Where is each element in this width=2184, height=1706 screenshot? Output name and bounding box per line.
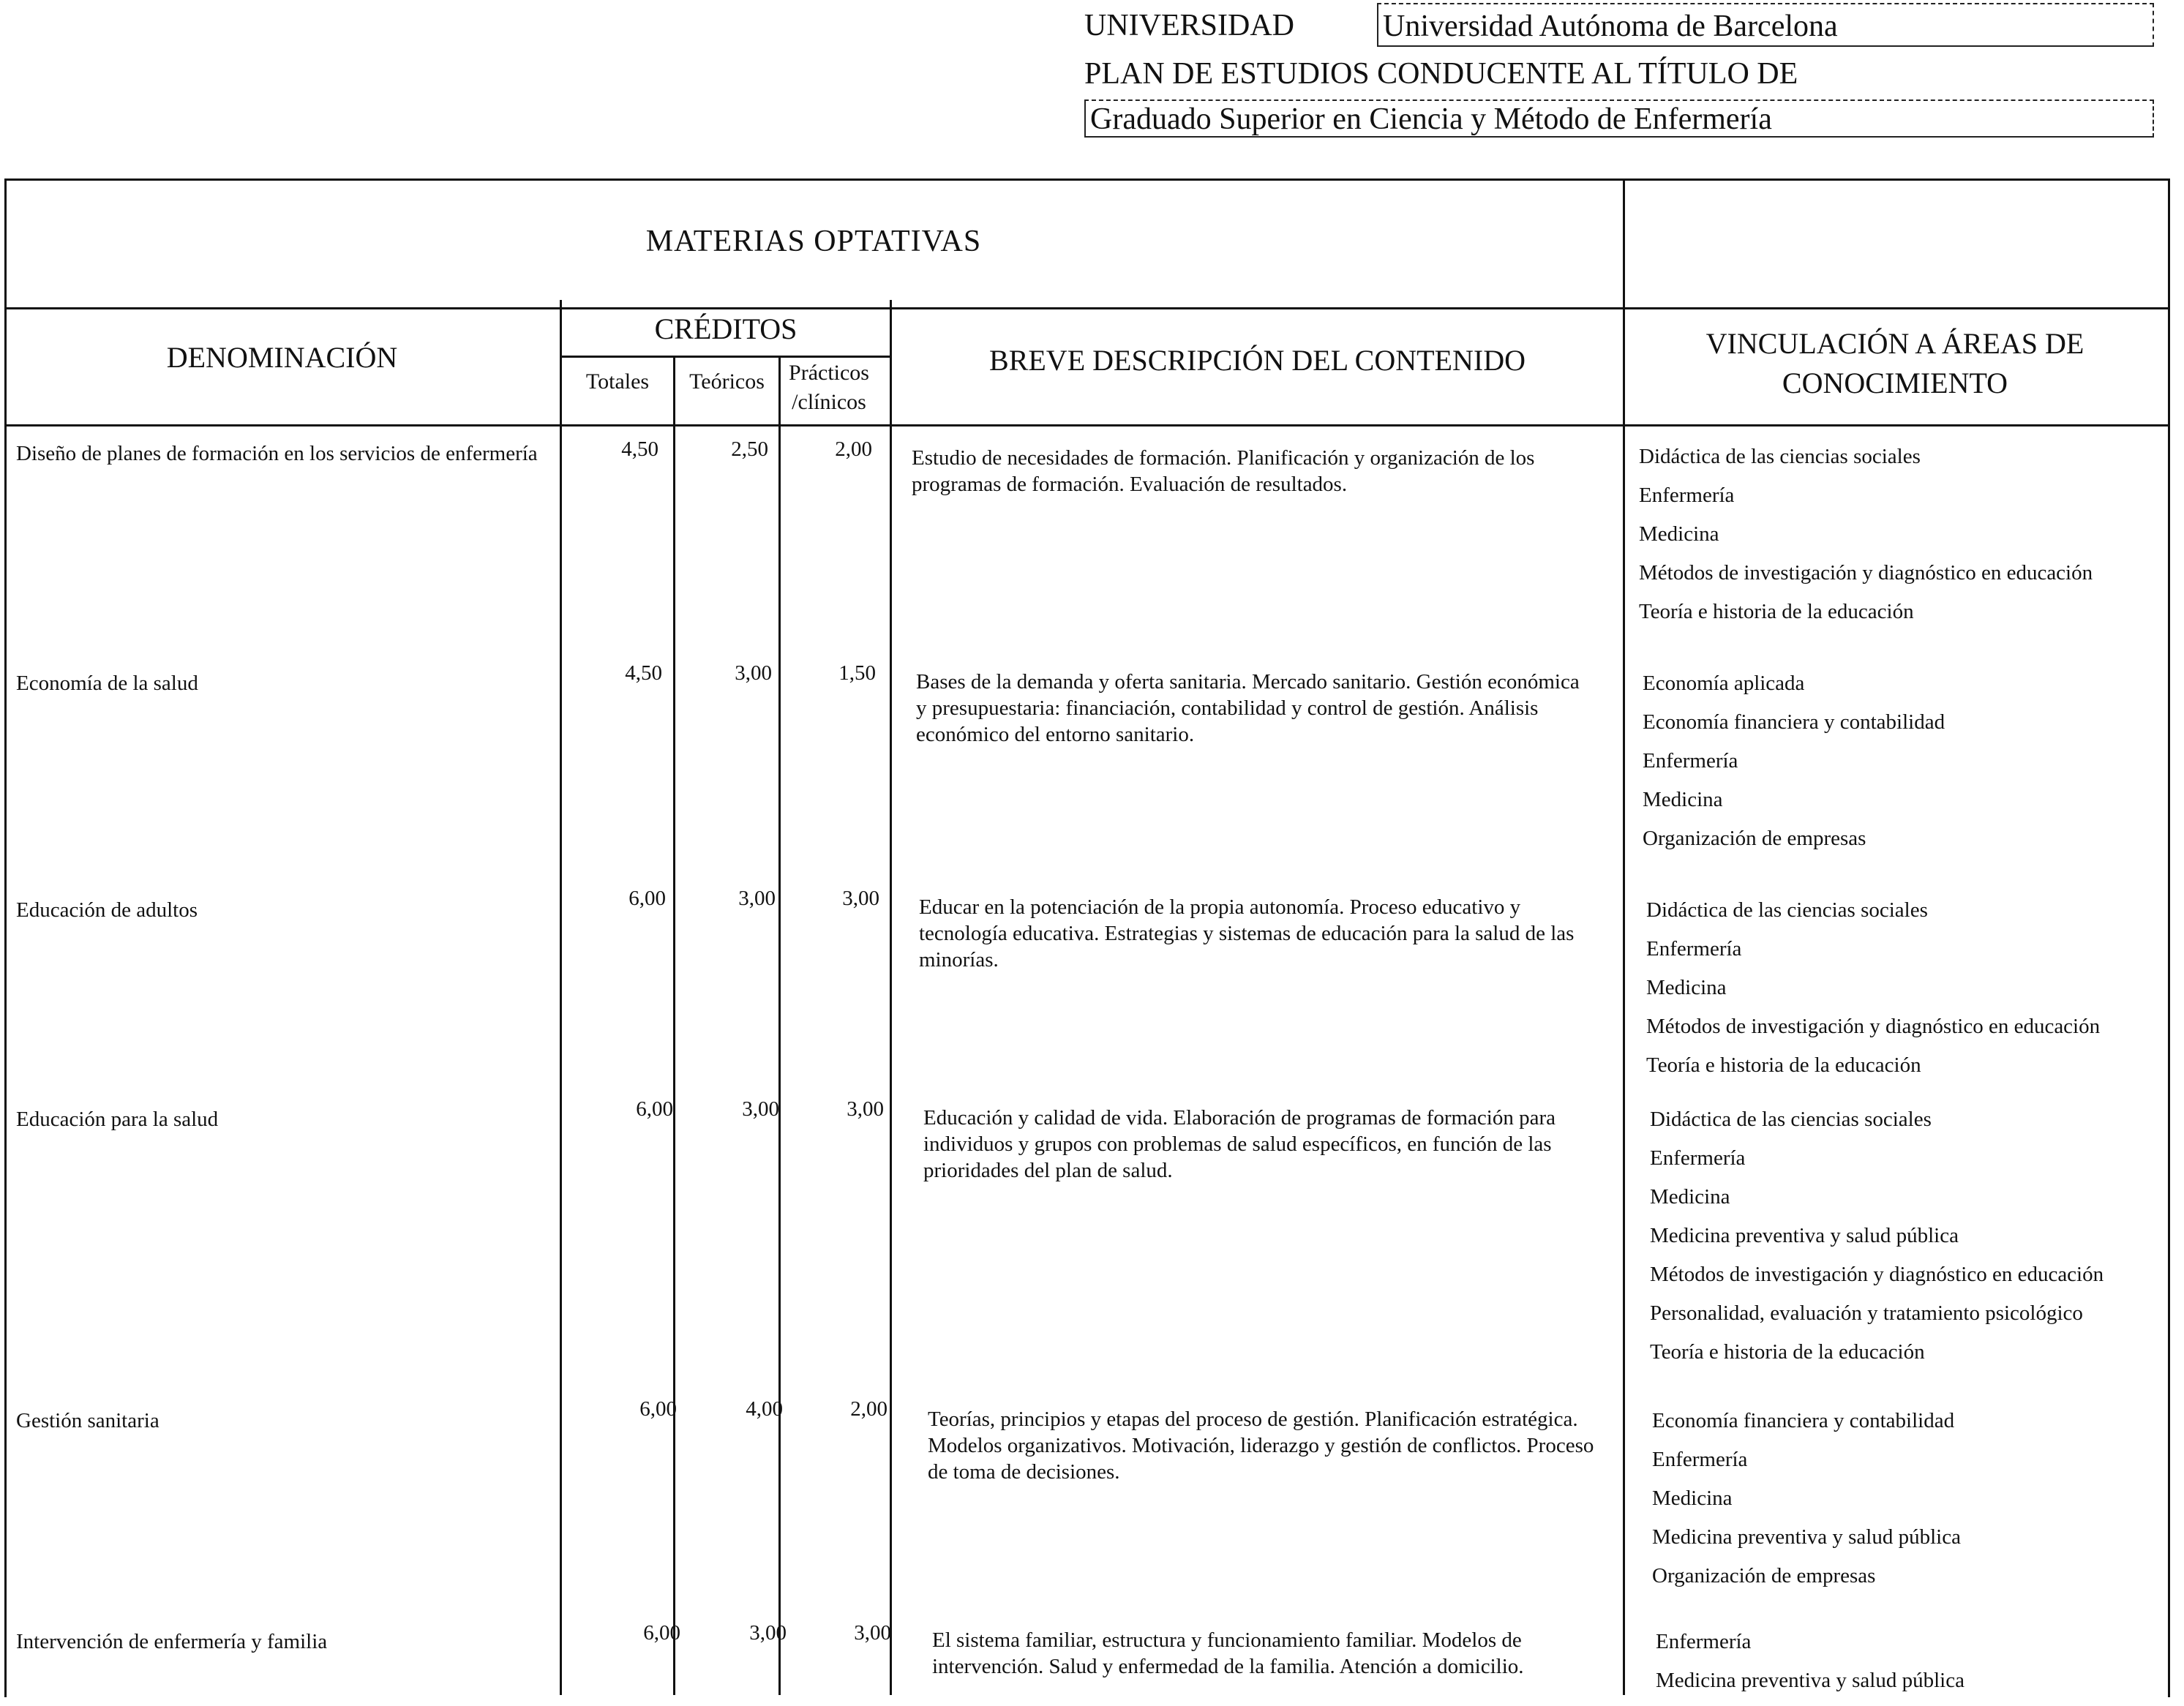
area-item: Medicina (1639, 522, 1719, 546)
area-item: Medicina (1652, 1487, 1733, 1510)
titulo-value: Graduado Superior en Ciencia y Método de Enfermería (1090, 102, 1772, 136)
row-1-areas (1639, 443, 2136, 637)
area-item: Medicina preventiva y salud pública (1650, 1224, 1959, 1247)
area-item: Organización de empresas (1652, 1564, 1876, 1587)
area-item: Teoría e historia de la educación (1650, 1340, 1925, 1364)
row-5-practicos: 2,00 (850, 1397, 888, 1421)
row-6-name: Intervención de enfermería y familia (16, 1630, 328, 1653)
area-item: Enfermería (1643, 749, 1738, 773)
col-teoricos: Teóricos (689, 369, 765, 394)
row-1-totales: 4,50 (621, 437, 658, 461)
row-6-description: El sistema familiar, estructura y funcionamiento familiar. Modelos de intervención. Salud y enfermedad de la familia. Atención a domicilio. (932, 1628, 1524, 1678)
area-item: Economía aplicada (1643, 672, 1805, 695)
rule-creditos-sub (560, 356, 892, 358)
row-4-teoricos: 3,00 (742, 1097, 779, 1121)
row-3-description: Educar en la potenciación de la propia autonomía. Proceso educativo y tecnología educativa. Estrategias y sistemas de educación para la salud de las minorías. (919, 895, 1575, 972)
row-3-teoricos: 3,00 (738, 887, 776, 910)
row-2-practicos: 1,50 (838, 661, 876, 685)
row-1-teoricos: 2,50 (731, 437, 768, 461)
col-descripcion: BREVE DESCRIPCIÓN DEL CONTENIDO (989, 344, 1526, 377)
area-item: Teoría e historia de la educación (1639, 600, 1914, 623)
row-4-totales: 6,00 (636, 1097, 673, 1121)
row-4-name: Educación para la salud (16, 1108, 219, 1131)
area-item: Medicina (1643, 788, 1723, 811)
area-item: Didáctica de las ciencias sociales (1646, 898, 1928, 922)
plan-label: PLAN DE ESTUDIOS CONDUCENTE AL TÍTULO DE (1084, 57, 1798, 91)
col-denominacion: DENOMINACIÓN (166, 341, 398, 374)
row-6-areas (1656, 1628, 2153, 1706)
col-practicos: Prácticos /clínicos (789, 361, 869, 414)
area-item: Métodos de investigación y diagnóstico en educación (1646, 1015, 2101, 1038)
area-item: Enfermería (1646, 937, 1742, 961)
area-item: Economía financiera y contabilidad (1643, 710, 1945, 734)
row-5-teoricos: 4,00 (746, 1397, 783, 1421)
row-3-practicos: 3,00 (842, 887, 879, 910)
area-item: Organización de empresas (1643, 827, 1866, 850)
row-1-description: Estudio de necesidades de formación. Planificación y organización de los programas de formación. Evaluación de resultados. (912, 446, 1535, 496)
area-item: Medicina preventiva y salud pública (1652, 1525, 1961, 1549)
universidad-field (1377, 3, 2154, 47)
area-item: Enfermería (1656, 1630, 1752, 1653)
area-item: Economía financiera y contabilidad (1652, 1409, 1955, 1432)
row-2-description: Bases de la demanda y oferta sanitaria. Mercado sanitario. Gestión económica y presupuestaria: financiación, contabilidad y control de gestión. Análisis económico del entorno sanitario. (916, 670, 1580, 746)
titulo-field (1084, 99, 2154, 138)
row-1-name: Diseño de planes de formación en los servicios de enfermería (16, 442, 538, 465)
rule-title-bottom (4, 307, 2168, 309)
rule-col-practicos (778, 357, 781, 1695)
col-totales: Totales (585, 369, 650, 394)
row-5-description: Teorías, principios y etapas del proceso de gestión. Planificación estratégica. Modelos organizativos. Motivación, liderazgo y gestión de conflictos. Proceso de toma de decisiones. (928, 1408, 1594, 1484)
area-item: Enfermería (1639, 484, 1735, 507)
universidad-label: UNIVERSIDAD (1084, 9, 1294, 42)
row-5-areas (1652, 1408, 2150, 1601)
row-2-areas (1643, 670, 2140, 864)
area-item: Enfermería (1650, 1146, 1746, 1170)
col-vinculacion: VINCULACIÓN A ÁREAS DE CONOCIMIENTO (1705, 327, 2084, 399)
area-item: Medicina (1646, 976, 1727, 999)
row-4-areas (1650, 1106, 2147, 1378)
rule-header-bottom (4, 424, 2168, 426)
rule-col-creditos-right (890, 300, 892, 1695)
area-item: Medicina preventiva y salud pública (1656, 1669, 1965, 1692)
row-3-areas (1646, 897, 2144, 1091)
col-creditos: CRÉDITOS (654, 312, 798, 345)
area-item: Métodos de investigación y diagnóstico en educación (1639, 561, 2093, 585)
row-6-totales: 6,00 (643, 1621, 680, 1645)
rule-col-teoricos (673, 357, 675, 1695)
area-item: Personalidad, evaluación y tratamiento psicológico (1650, 1301, 2083, 1325)
table-title: MATERIAS OPTATIVAS (645, 225, 982, 258)
row-4-description: Educación y calidad de vida. Elaboración de programas de formación para individuos y grupos con problemas de salud específicos, en función de las prioridades del plan de salud. (923, 1106, 1556, 1182)
row-4-practicos: 3,00 (847, 1097, 884, 1121)
area-item: Enfermería (1652, 1448, 1748, 1471)
row-6-teoricos: 3,00 (749, 1621, 787, 1645)
row-1-practicos: 2,00 (835, 437, 872, 461)
row-5-totales: 6,00 (639, 1397, 677, 1421)
area-item: Didáctica de las ciencias sociales (1639, 445, 1921, 468)
universidad-value: Universidad Autónoma de Barcelona (1383, 10, 1838, 43)
area-item: Teoría e historia de la educación (1646, 1053, 1921, 1077)
area-item: Métodos de investigación y diagnóstico en educación (1650, 1263, 2104, 1286)
row-2-teoricos: 3,00 (735, 661, 772, 685)
row-3-totales: 6,00 (628, 887, 666, 910)
area-item: Medicina (1650, 1185, 1730, 1209)
row-2-name: Economía de la salud (16, 672, 198, 695)
row-2-totales: 4,50 (625, 661, 662, 685)
row-3-name: Educación de adultos (16, 898, 198, 922)
row-5-name: Gestión sanitaria (16, 1409, 160, 1432)
row-6-practicos: 3,00 (854, 1621, 891, 1645)
area-item: Didáctica de las ciencias sociales (1650, 1108, 1932, 1131)
rule-col-creditos-left (560, 300, 562, 1695)
rule-col-vinculacion (1623, 179, 1625, 1695)
